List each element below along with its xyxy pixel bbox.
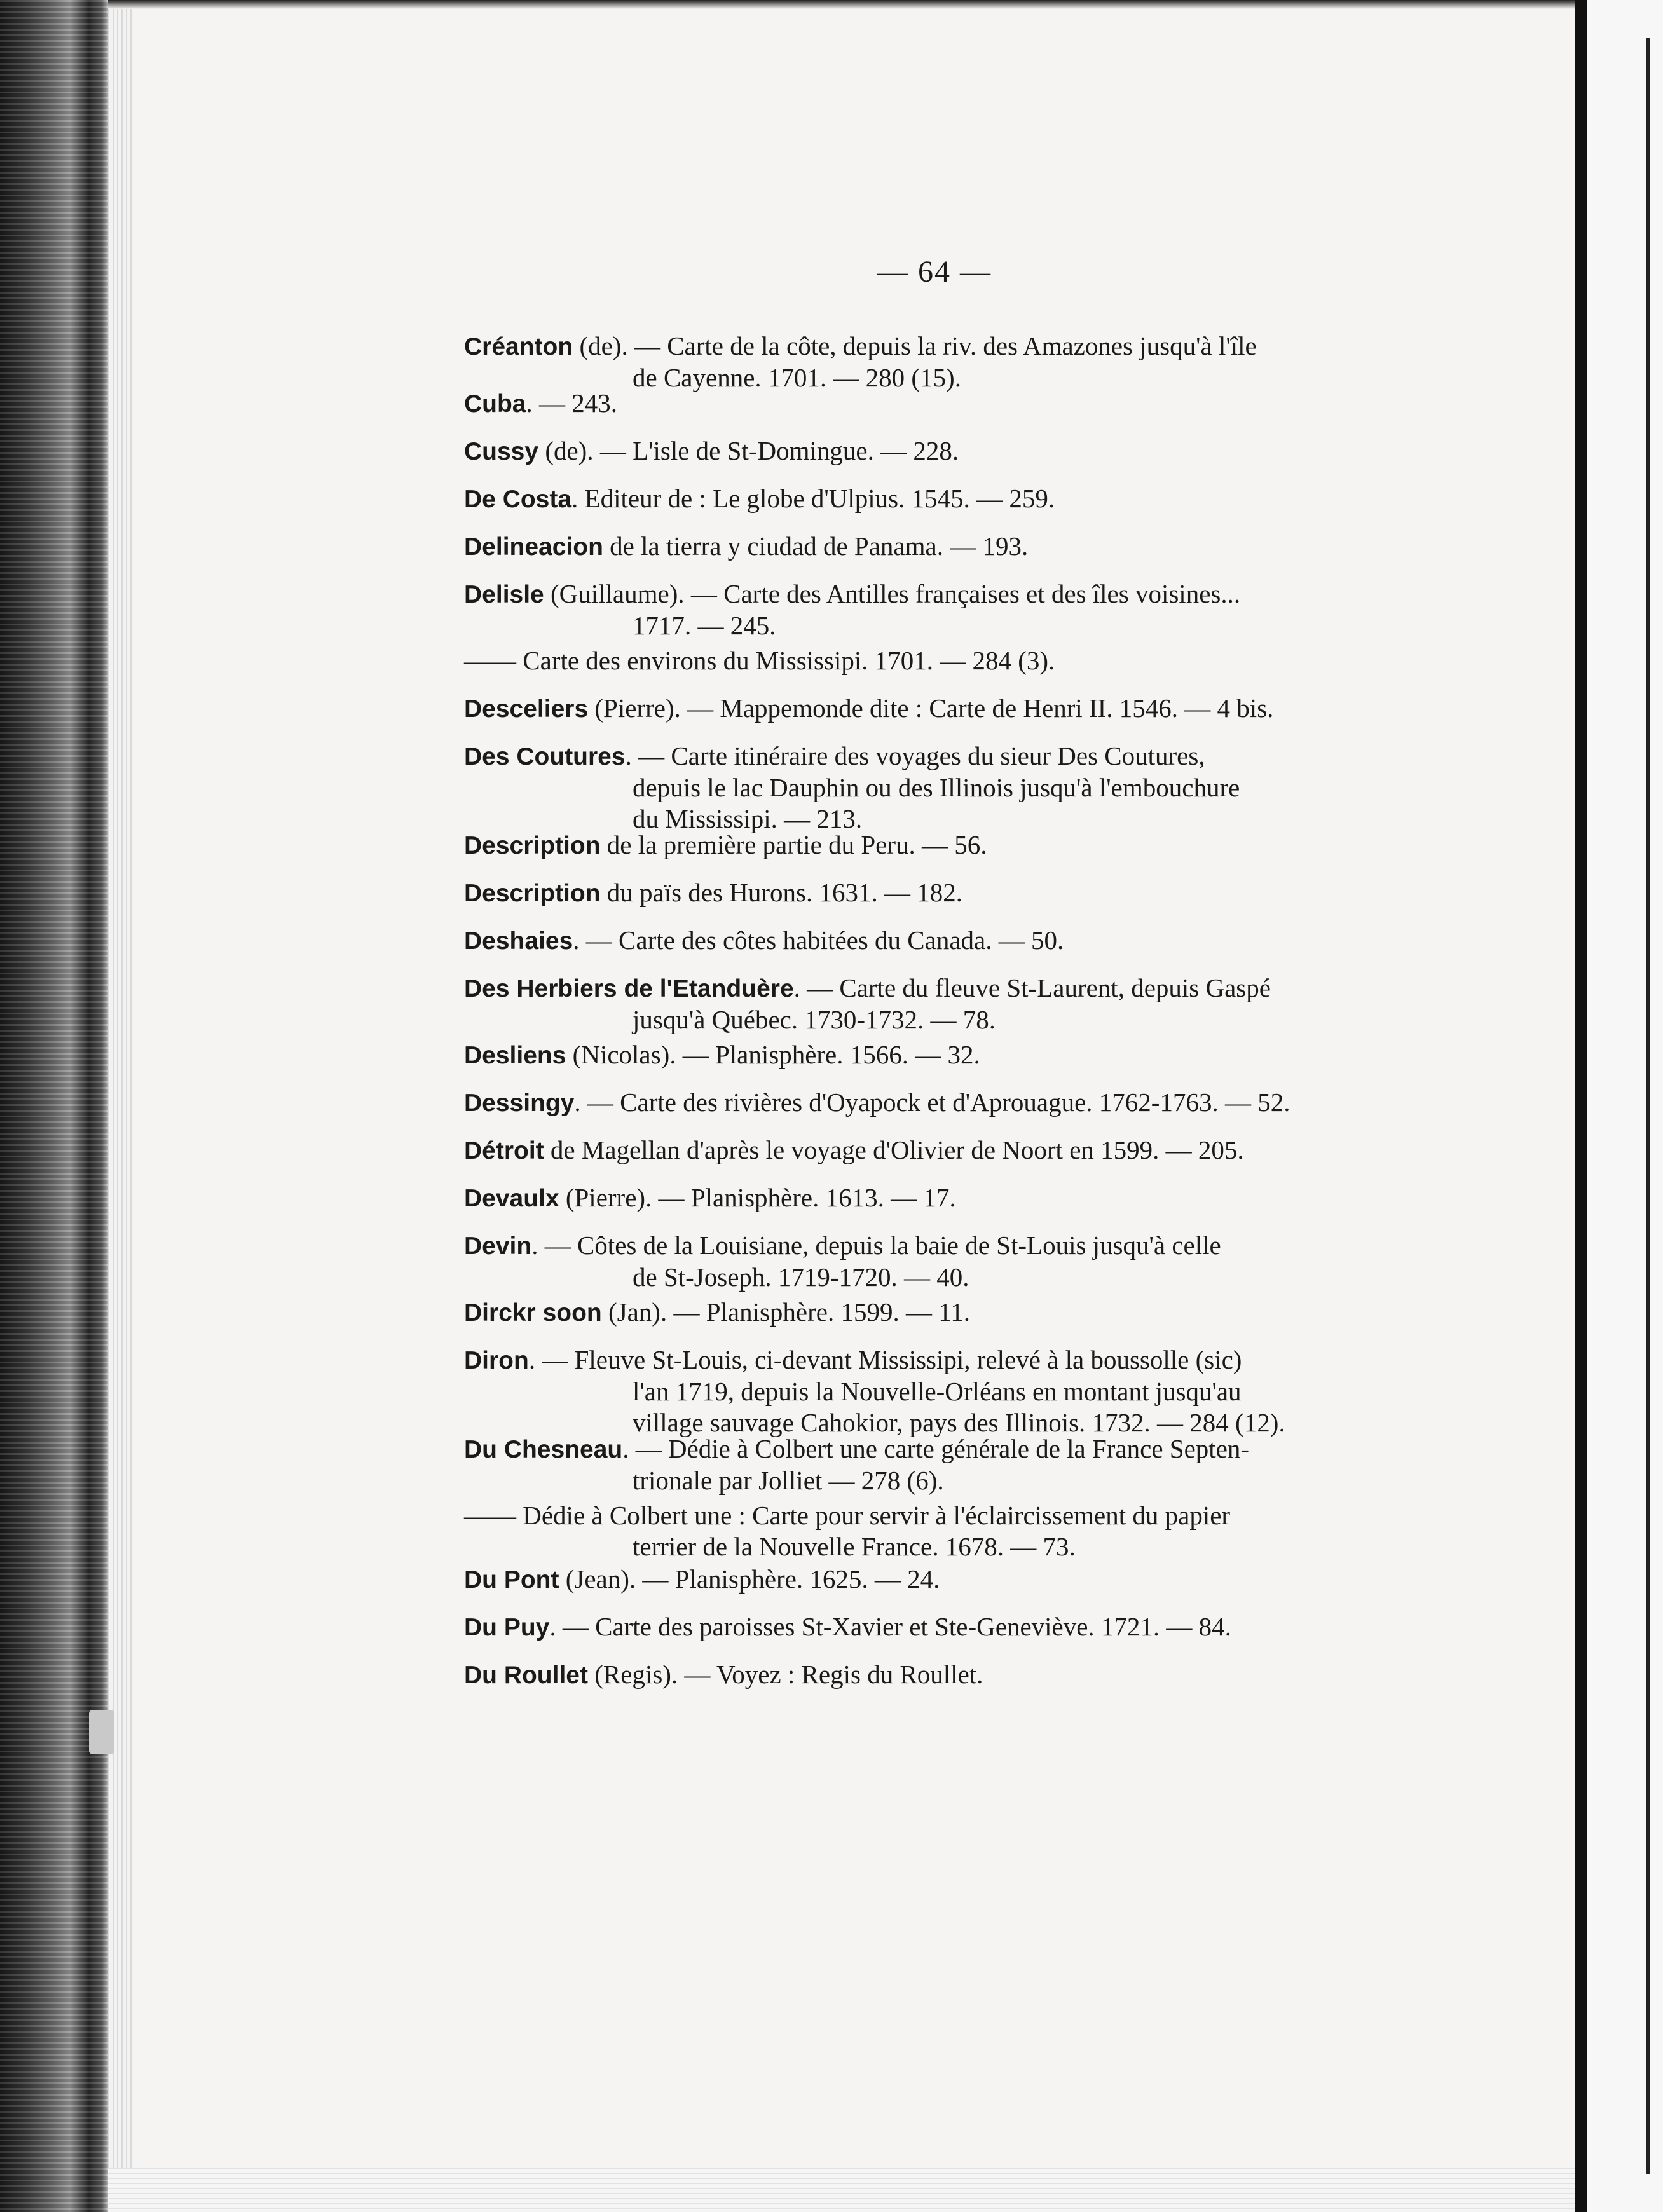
index-entry [464,1135,1430,1166]
index-entry [464,830,1430,861]
index-entry [464,1433,1430,1496]
entry-text: . Editeur de : Le globe d'Ulpius. 1545. — 259. [571,484,1055,513]
bottom-page-edges [108,2168,1599,2212]
entry-heading: Des Herbiers de l'Etanduère [464,975,794,1002]
index-entry [464,1297,1430,1328]
entry-heading: Cuba [464,390,526,418]
entry-heading: Du Puy [464,1614,550,1641]
entry-continuation: 1717. — 245. [633,611,776,640]
index-entry [464,388,1430,420]
entry-heading: Devin [464,1232,532,1260]
entry-text: —— Dédie à Colbert une : Carte pour servir à l'éclaircissement du papier [464,1501,1231,1530]
entry-text: de la première partie du Peru. — 56. [600,830,987,859]
index-entry [464,741,1430,835]
page-edges [108,0,133,2212]
index-entry [464,1087,1430,1119]
entry-continuation: depuis le lac Dauphin ou des Illinois jusqu'à l'embouchure [633,773,1240,802]
top-shadow [108,0,1587,9]
entry-text: (Pierre). — Planisphère. 1613. — 17. [559,1183,956,1212]
index-entry [464,1500,1430,1562]
entry-heading: Détroit [464,1137,544,1164]
entry-heading: Du Chesneau [464,1436,623,1463]
index-entry [464,1230,1430,1293]
index-entry [464,578,1430,641]
entry-heading: Cussy [464,438,539,465]
entry-continuation: jusqu'à Québec. 1730-1732. — 78. [633,1005,996,1034]
entry-heading: Dessingy [464,1089,575,1117]
entry-text: (Nicolas). — Planisphère. 1566. — 32. [566,1040,980,1069]
entry-text: (de). — L'isle de St-Domingue. — 228. [538,436,959,465]
entry-text: (Pierre). — Mappemonde dite : Carte de Henri II. 1546. — 4 bis. [588,693,1274,723]
entry-heading: Dirckr soon [464,1299,602,1327]
entry-text: . — Carte itinéraire des voyages du sieur Des Coutures, [625,741,1205,770]
entry-text: . — Côtes de la Louisiane, depuis la baie de St-Louis jusqu'à celle [531,1231,1221,1260]
entry-continuation: du Mississipi. — 213. [633,804,863,833]
entry-heading: Diron [464,1347,529,1374]
entry-text: (Regis). — Voyez : Regis du Roullet. [587,1660,983,1689]
index-entry [464,973,1430,1035]
entry-text: . — Carte des paroisses St-Xavier et Ste-Geneviève. 1721. — 84. [549,1612,1231,1641]
index-entry [464,331,1430,393]
entry-heading: Delisle [464,581,544,608]
entry-heading: Description [464,832,601,859]
binding-stamp [89,1710,114,1754]
entry-text: de Magellan d'après le voyage d'Olivier de Noort en 1599. — 205. [544,1135,1244,1164]
entry-heading: Des Coutures [464,743,626,770]
entry-text: . — Dédie à Colbert une carte générale de la France Septen- [622,1434,1250,1463]
entry-continuation: l'an 1719, depuis la Nouvelle-Orléans en montant jusqu'au [633,1377,1242,1406]
index-entry [464,435,1430,467]
index-entry [464,1611,1430,1643]
entry-continuation: de Cayenne. 1701. — 280 (15). [633,363,961,392]
index-entry [464,1344,1430,1438]
index-entry [464,877,1430,909]
index-entry [464,645,1430,676]
index-entry [464,693,1430,725]
page-number: — 64 — [877,255,992,289]
entry-heading: Du Pont [464,1566,559,1594]
index-entry [464,1564,1430,1595]
entry-heading: Deshaies [464,927,573,955]
entry-text: (Guillaume). — Carte des Antilles françaises et des îles voisines... [544,579,1241,608]
index-entry [464,1182,1430,1214]
right-frame [1575,0,1663,2212]
entry-heading: Description [464,880,601,907]
entry-text: . — Carte des rivières d'Oyapock et d'Aprouague. 1762-1763. — 52. [574,1088,1290,1117]
entry-heading: Devaulx [464,1185,559,1212]
entry-continuation: de St-Joseph. 1719-1720. — 40. [633,1262,969,1292]
entry-text: . — Carte des côtes habitées du Canada. — 50. [573,925,1064,955]
entry-text: (Jan). — Planisphère. 1599. — 11. [601,1297,970,1327]
entry-heading: De Costa [464,486,572,513]
binding-texture [0,0,108,2212]
index-entry [464,531,1430,563]
entry-text: (de). — Carte de la côte, depuis la riv. des Amazones jusqu'à l'île [573,331,1257,360]
index-entry [464,483,1430,515]
entry-continuation: terrier de la Nouvelle France. 1678. — 73. [633,1532,1076,1561]
entry-text: (Jean). — Planisphère. 1625. — 24. [559,1564,940,1594]
entry-text: . — 243. [526,388,617,418]
entry-heading: Desceliers [464,695,589,723]
entry-heading: Desliens [464,1042,566,1069]
entry-heading: Créanton [464,333,573,360]
entry-continuation: trionale par Jolliet — 278 (6). [633,1466,944,1495]
entry-text: du païs des Hurons. 1631. — 182. [600,878,962,907]
index-entry [464,1659,1430,1691]
entry-text: —— Carte des environs du Mississipi. 1701. — 284 (3). [464,646,1055,675]
entry-heading: Delineacion [464,533,603,561]
entry-text: . — Fleuve St-Louis, ci-devant Mississipi, relevé à la boussolle (sic) [528,1345,1242,1374]
entry-continuation: village sauvage Cahokior, pays des Illinois. 1732. — 284 (12). [633,1408,1285,1437]
entry-text: . — Carte du fleuve St-Laurent, depuis Gaspé [793,973,1271,1002]
entry-heading: Du Roullet [464,1662,588,1689]
index-entry [464,1039,1430,1071]
entry-text: de la tierra y ciudad de Panama. — 193. [603,531,1029,561]
index-entry [464,925,1430,957]
